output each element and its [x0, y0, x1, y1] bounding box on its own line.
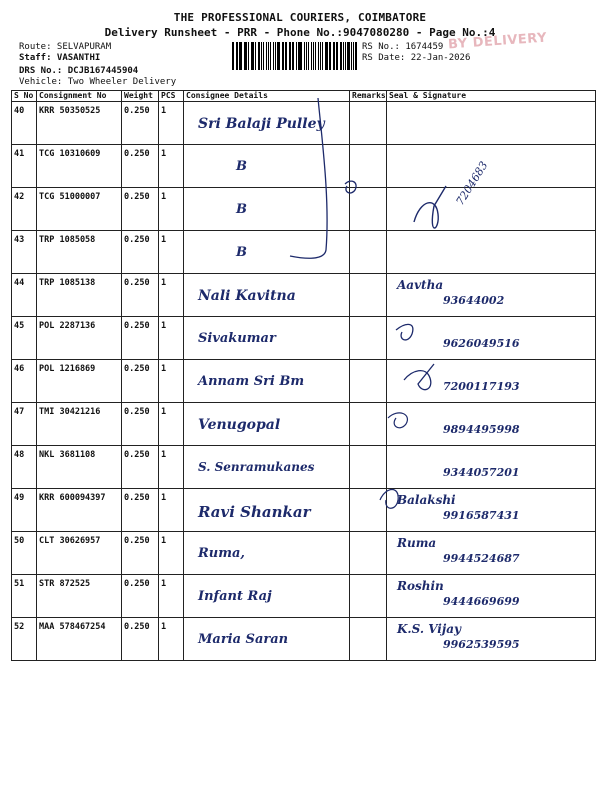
- staff-label: Staff: VASANTHI: [19, 53, 101, 63]
- row-consignment-text: STR 872525: [39, 579, 91, 589]
- row-consignment-text: TRP 1085138: [39, 278, 96, 288]
- row-pcs-text: 1: [161, 192, 167, 202]
- signature-phone-number: 9944524687: [443, 552, 520, 565]
- row-consignment-text: TRP 1085058: [39, 235, 96, 245]
- row-pcs-text: 1: [161, 235, 167, 245]
- row-consignment-text: MAA 578467254: [39, 622, 106, 632]
- row-weight-text: 0.250: [124, 407, 150, 417]
- row-weight-text: 0.250: [124, 622, 150, 632]
- row-consignment-text: CLT 30626957: [39, 536, 101, 546]
- signature-phone-number: 9962539595: [443, 638, 520, 651]
- row-consignment-text: KRR 50350525: [39, 106, 101, 116]
- vehicle-label: Vehicle: Two Wheeler Delivery: [19, 77, 177, 87]
- row-weight-text: 0.250: [124, 321, 150, 331]
- company-title: THE PROFESSIONAL COURIERS, COIMBATORE: [173, 11, 427, 24]
- rs-number: RS No.: 1674459: [362, 42, 444, 52]
- col-pcs: PCS: [159, 91, 184, 102]
- col-consignee: Consignee Details: [184, 91, 350, 102]
- row-sno-text: 50: [14, 536, 25, 546]
- consignee-handwriting: Annam Sri Bm: [198, 374, 305, 389]
- row-sno-text: 48: [14, 450, 25, 460]
- col-remarks: Remarks: [350, 91, 387, 102]
- row-consignment-text: KRR 600094397: [39, 493, 106, 503]
- row-consignment-text: NKL 3681108: [39, 450, 96, 460]
- consignee-handwriting: Ravi Shankar: [198, 503, 311, 521]
- runsheet-subtitle: Delivery Runsheet - PRR - Phone No.:9047080280 - Page No.:4: [104, 26, 496, 39]
- signature-phone-number: 9344057201: [443, 466, 520, 479]
- row-pcs-text: 1: [161, 407, 167, 417]
- signature-handwriting: Roshin: [397, 579, 444, 593]
- row-pcs-text: 1: [161, 450, 167, 460]
- row-pcs-text: 1: [161, 493, 167, 503]
- row-weight-text: 0.250: [124, 106, 150, 116]
- signature-phone-number: 9894495998: [443, 423, 520, 436]
- row-weight-text: 0.250: [124, 192, 150, 202]
- col-seal-signature: Seal & Signature: [387, 91, 596, 102]
- signature-handwriting: Aavtha: [397, 278, 444, 292]
- row-weight-text: 0.250: [124, 579, 150, 589]
- row-pcs-text: 1: [161, 278, 167, 288]
- row-consignment-text: TCG 51000007: [39, 192, 101, 202]
- row-pcs-text: 1: [161, 321, 167, 331]
- consignee-handwriting: Ruma,: [198, 546, 245, 561]
- col-weight: Weight: [122, 91, 159, 102]
- seal-scribble-45: [396, 324, 413, 340]
- consignee-handwriting: Nali Kavitna: [198, 288, 296, 304]
- row-pcs-text: 1: [161, 622, 167, 632]
- row-weight-text: 0.250: [124, 364, 150, 374]
- bulk-signature-stroke: [414, 186, 446, 228]
- signature-phone-number: 7200117193: [443, 380, 520, 393]
- consignee-handwriting: S. Senramukanes: [198, 460, 315, 474]
- consignee-handwriting: B: [236, 245, 247, 260]
- consignee-handwriting: Infant Raj: [198, 589, 272, 604]
- seal-scribble-49: [380, 490, 398, 509]
- rs-date: RS Date: 22-Jan-2026: [362, 53, 471, 63]
- row-consignment-text: TCG 10310609: [39, 149, 101, 159]
- row-sno-text: 45: [14, 321, 25, 331]
- consignee-handwriting: Maria Saran: [198, 632, 289, 647]
- consignee-handwriting: Sivakumar: [198, 331, 276, 346]
- row-weight-text: 0.250: [124, 536, 150, 546]
- remark-mark: [345, 181, 356, 193]
- bracket-line: [290, 98, 327, 258]
- bulk-signature-number: 7204683: [453, 159, 491, 208]
- seal-scribble-47: [388, 413, 407, 428]
- row-pcs-text: 1: [161, 536, 167, 546]
- col-sno: S No: [12, 91, 37, 102]
- row-sno-text: 42: [14, 192, 25, 202]
- col-consignment: Consignment No: [37, 91, 122, 102]
- consignee-handwriting: B: [236, 159, 247, 174]
- signature-handwriting: Balakshi: [397, 493, 456, 507]
- row-sno-text: 43: [14, 235, 25, 245]
- delivery-stamp: BY DELIVERY: [447, 30, 548, 53]
- row-weight-text: 0.250: [124, 450, 150, 460]
- row-sno-text: 40: [14, 106, 25, 116]
- row-pcs-text: 1: [161, 106, 167, 116]
- consignee-handwriting: B: [236, 202, 247, 217]
- row-consignment-text: TMI 30421216: [39, 407, 101, 417]
- seal-scribble-46: [404, 364, 434, 390]
- row-sno-text: 41: [14, 149, 25, 159]
- row-sno-text: 52: [14, 622, 25, 632]
- row-weight-text: 0.250: [124, 235, 150, 245]
- signature-phone-number: 9916587431: [443, 509, 520, 522]
- row-pcs-text: 1: [161, 579, 167, 589]
- signature-handwriting: K.S. Vijay: [397, 622, 461, 636]
- row-sno-text: 51: [14, 579, 25, 589]
- signature-handwriting: Ruma: [397, 536, 437, 550]
- row-weight-text: 0.250: [124, 149, 150, 159]
- row-sno-text: 47: [14, 407, 25, 417]
- drs-label: DRS No.: DCJB167445904: [19, 66, 139, 76]
- row-sno-text: 44: [14, 278, 25, 288]
- signature-phone-number: 93644002: [443, 294, 505, 307]
- row-pcs-text: 1: [161, 149, 167, 159]
- row-pcs-text: 1: [161, 364, 167, 374]
- row-consignment-text: POL 1216869: [39, 364, 96, 374]
- consignee-handwriting: Sri Balaji Pulley: [198, 116, 325, 132]
- row-sno-text: 46: [14, 364, 25, 374]
- row-sno-text: 49: [14, 493, 25, 503]
- route-label: Route: SELVAPURAM: [19, 42, 112, 52]
- row-weight-text: 0.250: [124, 278, 150, 288]
- signature-phone-number: 9444669699: [443, 595, 520, 608]
- row-consignment-text: POL 2287136: [39, 321, 96, 331]
- signature-phone-number: 9626049516: [443, 337, 520, 350]
- consignee-handwriting: Venugopal: [198, 417, 281, 433]
- row-weight-text: 0.250: [124, 493, 150, 503]
